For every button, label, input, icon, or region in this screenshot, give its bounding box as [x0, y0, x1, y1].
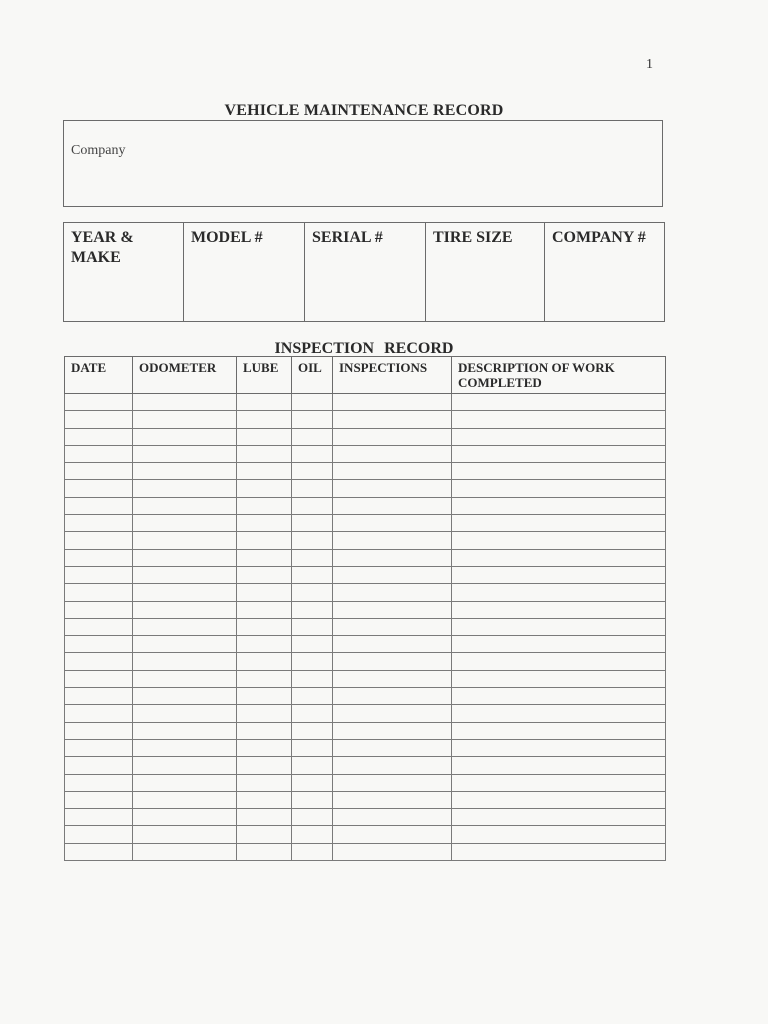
lube-cell[interactable]: [237, 791, 292, 808]
oil-cell[interactable]: [292, 722, 333, 739]
date-cell[interactable]: [65, 791, 133, 808]
table-row: [65, 601, 666, 618]
table-row: [65, 791, 666, 808]
serial-label: SERIAL #: [312, 229, 383, 246]
inspection-record-title: INSPECTION RECORD: [274, 340, 454, 357]
odometer-cell[interactable]: [133, 688, 237, 705]
date-cell[interactable]: [65, 480, 133, 497]
description-cell[interactable]: [452, 532, 666, 549]
description-cell[interactable]: [452, 411, 666, 428]
oil-cell[interactable]: [292, 532, 333, 549]
odometer-cell[interactable]: [133, 497, 237, 514]
description-cell[interactable]: [452, 566, 666, 583]
date-cell[interactable]: [65, 497, 133, 514]
description-cell[interactable]: [452, 394, 666, 411]
table-row: [65, 636, 666, 653]
tire-size-label: TIRE SIZE: [433, 229, 513, 246]
table-row: [65, 566, 666, 583]
oil-cell[interactable]: [292, 739, 333, 756]
lube-cell[interactable]: [237, 549, 292, 566]
inspections-cell[interactable]: [333, 826, 452, 843]
description-cell[interactable]: [452, 843, 666, 860]
odometer-cell[interactable]: [133, 774, 237, 791]
lube-cell[interactable]: [237, 601, 292, 618]
oil-cell[interactable]: [292, 809, 333, 826]
inspections-cell[interactable]: [333, 757, 452, 774]
lube-cell[interactable]: [237, 739, 292, 756]
date-cell[interactable]: [65, 739, 133, 756]
odometer-cell[interactable]: [133, 636, 237, 653]
vehicle-details-row: [64, 223, 665, 322]
date-cell[interactable]: [65, 618, 133, 635]
lube-cell[interactable]: [237, 428, 292, 445]
oil-cell[interactable]: [292, 566, 333, 583]
inspections-cell[interactable]: [333, 428, 452, 445]
inspections-cell[interactable]: [333, 566, 452, 583]
date-cell[interactable]: [65, 843, 133, 860]
lube-cell[interactable]: [237, 843, 292, 860]
table-row: [65, 515, 666, 532]
inspections-cell[interactable]: [333, 584, 452, 601]
odometer-cell[interactable]: [133, 411, 237, 428]
oil-cell[interactable]: [292, 688, 333, 705]
table-row: [65, 843, 666, 860]
lube-cell[interactable]: [237, 705, 292, 722]
table-row: [65, 809, 666, 826]
table-row: [65, 549, 666, 566]
odometer-cell[interactable]: [133, 549, 237, 566]
oil-cell[interactable]: [292, 843, 333, 860]
lube-cell[interactable]: [237, 566, 292, 583]
table-row: [65, 394, 666, 411]
date-cell[interactable]: [65, 636, 133, 653]
table-row: [65, 584, 666, 601]
lube-cell[interactable]: [237, 670, 292, 687]
date-cell[interactable]: [65, 566, 133, 583]
lube-cell[interactable]: [237, 480, 292, 497]
odometer-cell[interactable]: [133, 445, 237, 462]
lube-cell[interactable]: [237, 515, 292, 532]
lube-cell[interactable]: [237, 584, 292, 601]
oil-cell[interactable]: [292, 428, 333, 445]
description-cell[interactable]: [452, 688, 666, 705]
inspections-cell[interactable]: [333, 394, 452, 411]
odometer-cell[interactable]: [133, 826, 237, 843]
tire-size-cell[interactable]: [426, 223, 545, 322]
year-make-cell[interactable]: [64, 223, 184, 322]
oil-cell[interactable]: [292, 463, 333, 480]
lube-cell[interactable]: [237, 757, 292, 774]
vehicle-details-table: [63, 222, 665, 322]
lube-cell[interactable]: [237, 532, 292, 549]
inspections-cell[interactable]: [333, 445, 452, 462]
page-number: 1: [646, 57, 653, 72]
oil-cell[interactable]: [292, 601, 333, 618]
description-cell[interactable]: [452, 722, 666, 739]
oil-cell[interactable]: [292, 618, 333, 635]
description-cell[interactable]: [452, 774, 666, 791]
oil-cell[interactable]: [292, 670, 333, 687]
lube-cell[interactable]: [237, 394, 292, 411]
date-cell[interactable]: [65, 584, 133, 601]
description-cell[interactable]: [452, 497, 666, 514]
description-cell[interactable]: [452, 705, 666, 722]
description-column-header: DESCRIPTION OF WORK COMPLETED: [452, 357, 666, 394]
inspections-cell[interactable]: [333, 515, 452, 532]
description-cell[interactable]: [452, 670, 666, 687]
oil-cell[interactable]: [292, 394, 333, 411]
odometer-cell[interactable]: [133, 843, 237, 860]
inspections-cell[interactable]: [333, 601, 452, 618]
oil-cell[interactable]: [292, 515, 333, 532]
model-cell[interactable]: [184, 223, 305, 322]
inspection-rows: [65, 394, 666, 861]
description-cell[interactable]: [452, 739, 666, 756]
odometer-cell[interactable]: [133, 394, 237, 411]
date-cell[interactable]: [65, 705, 133, 722]
table-row: [65, 653, 666, 670]
year-make-label: YEAR & MAKE: [71, 229, 134, 266]
date-cell[interactable]: [65, 445, 133, 462]
description-cell[interactable]: [452, 480, 666, 497]
lube-cell[interactable]: [237, 411, 292, 428]
table-row: [65, 670, 666, 687]
lube-cell[interactable]: [237, 497, 292, 514]
odometer-cell[interactable]: [133, 653, 237, 670]
oil-cell[interactable]: [292, 445, 333, 462]
oil-cell[interactable]: [292, 791, 333, 808]
table-row: [65, 774, 666, 791]
odometer-cell[interactable]: [133, 532, 237, 549]
date-cell[interactable]: [65, 670, 133, 687]
odometer-cell[interactable]: [133, 705, 237, 722]
lube-cell[interactable]: [237, 636, 292, 653]
description-cell[interactable]: [452, 809, 666, 826]
description-cell[interactable]: [452, 618, 666, 635]
date-cell[interactable]: [65, 515, 133, 532]
odometer-cell[interactable]: [133, 480, 237, 497]
odometer-cell[interactable]: [133, 428, 237, 445]
oil-cell[interactable]: [292, 826, 333, 843]
date-cell[interactable]: [65, 428, 133, 445]
inspections-cell[interactable]: [333, 722, 452, 739]
oil-cell[interactable]: [292, 480, 333, 497]
inspections-cell[interactable]: [333, 636, 452, 653]
company-box[interactable]: [63, 120, 663, 207]
date-cell[interactable]: [65, 601, 133, 618]
date-cell[interactable]: [65, 463, 133, 480]
description-cell[interactable]: [452, 445, 666, 462]
table-row: [65, 428, 666, 445]
table-row: [65, 757, 666, 774]
form-title: VEHICLE MAINTENANCE RECORD: [224, 102, 504, 119]
odometer-column-header: ODOMETER: [133, 357, 237, 394]
inspections-cell[interactable]: [333, 670, 452, 687]
oil-cell[interactable]: [292, 584, 333, 601]
company-label: Company: [71, 143, 126, 158]
odometer-cell[interactable]: [133, 670, 237, 687]
table-row: [65, 705, 666, 722]
table-row: [65, 739, 666, 756]
odometer-cell[interactable]: [133, 584, 237, 601]
inspections-cell[interactable]: [333, 480, 452, 497]
inspections-cell[interactable]: [333, 774, 452, 791]
table-row: [65, 826, 666, 843]
date-cell[interactable]: [65, 394, 133, 411]
date-column-header: DATE: [65, 357, 133, 394]
lube-cell[interactable]: [237, 722, 292, 739]
odometer-cell[interactable]: [133, 566, 237, 583]
description-cell[interactable]: [452, 601, 666, 618]
lube-cell[interactable]: [237, 463, 292, 480]
odometer-cell[interactable]: [133, 722, 237, 739]
inspections-cell[interactable]: [333, 653, 452, 670]
table-row: [65, 722, 666, 739]
table-row: [65, 480, 666, 497]
inspections-cell[interactable]: [333, 705, 452, 722]
description-cell[interactable]: [452, 428, 666, 445]
inspections-cell[interactable]: [333, 618, 452, 635]
inspections-cell[interactable]: [333, 843, 452, 860]
lube-cell[interactable]: [237, 618, 292, 635]
inspection-record-table: [64, 356, 666, 861]
lube-column-header: LUBE: [237, 357, 292, 394]
inspections-cell[interactable]: [333, 739, 452, 756]
oil-cell[interactable]: [292, 549, 333, 566]
date-cell[interactable]: [65, 653, 133, 670]
description-cell[interactable]: [452, 584, 666, 601]
odometer-cell[interactable]: [133, 601, 237, 618]
date-cell[interactable]: [65, 411, 133, 428]
company-number-label: COMPANY #: [552, 229, 646, 246]
description-cell[interactable]: [452, 463, 666, 480]
description-cell[interactable]: [452, 636, 666, 653]
oil-cell[interactable]: [292, 774, 333, 791]
table-row: [65, 618, 666, 635]
date-cell[interactable]: [65, 757, 133, 774]
odometer-cell[interactable]: [133, 809, 237, 826]
inspections-cell[interactable]: [333, 497, 452, 514]
date-cell[interactable]: [65, 826, 133, 843]
inspections-column-header: INSPECTIONS: [333, 357, 452, 394]
model-label: MODEL #: [191, 229, 263, 246]
table-row: [65, 688, 666, 705]
oil-column-header: OIL: [292, 357, 333, 394]
date-cell[interactable]: [65, 688, 133, 705]
date-cell[interactable]: [65, 532, 133, 549]
description-cell[interactable]: [452, 791, 666, 808]
lube-cell[interactable]: [237, 774, 292, 791]
lube-cell[interactable]: [237, 809, 292, 826]
odometer-cell[interactable]: [133, 515, 237, 532]
oil-cell[interactable]: [292, 705, 333, 722]
inspection-header-row: [65, 357, 666, 394]
lube-cell[interactable]: [237, 445, 292, 462]
odometer-cell[interactable]: [133, 739, 237, 756]
inspections-cell[interactable]: [333, 463, 452, 480]
oil-cell[interactable]: [292, 757, 333, 774]
date-cell[interactable]: [65, 809, 133, 826]
oil-cell[interactable]: [292, 653, 333, 670]
inspections-cell[interactable]: [333, 411, 452, 428]
lube-cell[interactable]: [237, 688, 292, 705]
table-row: [65, 497, 666, 514]
oil-cell[interactable]: [292, 411, 333, 428]
table-row: [65, 445, 666, 462]
oil-cell[interactable]: [292, 497, 333, 514]
lube-cell[interactable]: [237, 826, 292, 843]
inspections-cell[interactable]: [333, 809, 452, 826]
company-number-cell[interactable]: [545, 223, 665, 322]
inspections-cell[interactable]: [333, 532, 452, 549]
date-cell[interactable]: [65, 549, 133, 566]
serial-cell[interactable]: [305, 223, 426, 322]
lube-cell[interactable]: [237, 653, 292, 670]
odometer-cell[interactable]: [133, 757, 237, 774]
odometer-cell[interactable]: [133, 618, 237, 635]
odometer-cell[interactable]: [133, 791, 237, 808]
description-cell[interactable]: [452, 653, 666, 670]
inspections-cell[interactable]: [333, 688, 452, 705]
table-row: [65, 411, 666, 428]
oil-cell[interactable]: [292, 636, 333, 653]
table-row: [65, 463, 666, 480]
inspections-cell[interactable]: [333, 791, 452, 808]
description-cell[interactable]: [452, 757, 666, 774]
inspections-cell[interactable]: [333, 549, 452, 566]
table-row: [65, 532, 666, 549]
description-cell[interactable]: [452, 549, 666, 566]
description-cell[interactable]: [452, 515, 666, 532]
date-cell[interactable]: [65, 774, 133, 791]
date-cell[interactable]: [65, 722, 133, 739]
odometer-cell[interactable]: [133, 463, 237, 480]
description-cell[interactable]: [452, 826, 666, 843]
